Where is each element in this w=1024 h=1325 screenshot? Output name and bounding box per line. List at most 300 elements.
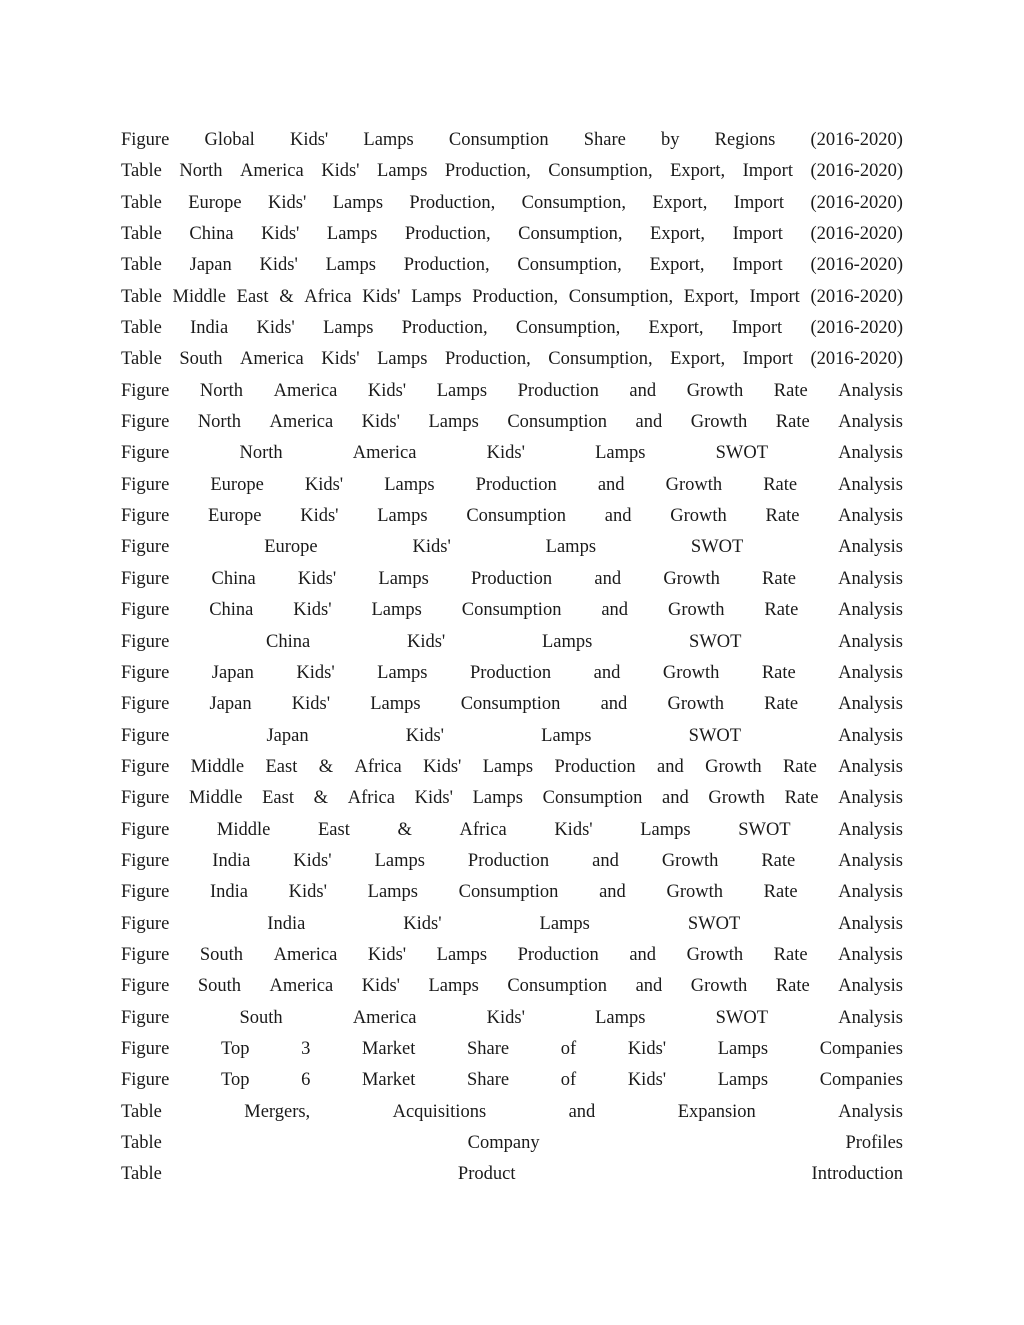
word: Import bbox=[732, 224, 783, 245]
word: Growth bbox=[670, 506, 727, 527]
word: Kids' bbox=[259, 255, 298, 276]
word: South bbox=[179, 349, 223, 370]
word: Rate bbox=[762, 568, 796, 589]
word: Europe bbox=[208, 506, 262, 527]
word: and bbox=[594, 568, 622, 589]
list-item bbox=[121, 564, 903, 595]
table-of-figures-list bbox=[121, 125, 903, 1191]
word: Export, bbox=[670, 161, 726, 182]
word: Consumption bbox=[448, 130, 549, 150]
word: SWOT bbox=[687, 913, 741, 934]
word: India bbox=[209, 882, 248, 903]
word: Kids' bbox=[304, 474, 344, 495]
word: China bbox=[209, 600, 254, 621]
word: North bbox=[197, 412, 241, 433]
word: Market bbox=[361, 1070, 416, 1091]
word: Growth bbox=[686, 380, 744, 401]
list-item bbox=[121, 532, 903, 563]
word: (2016-2020) bbox=[810, 349, 903, 370]
word: Rate bbox=[775, 976, 810, 997]
word: Rate bbox=[775, 412, 810, 433]
word: Figure bbox=[121, 725, 170, 746]
list-item bbox=[121, 689, 903, 720]
word: Consumption bbox=[507, 412, 608, 433]
list-item bbox=[121, 815, 903, 846]
word: Figure bbox=[121, 443, 170, 464]
word: Consumption bbox=[461, 600, 562, 621]
word: Kids' bbox=[293, 600, 332, 621]
word: Mergers, bbox=[244, 1101, 311, 1122]
word: Figure bbox=[121, 600, 170, 621]
word: India bbox=[212, 850, 251, 871]
word: Share bbox=[583, 130, 626, 150]
word: Rate bbox=[784, 788, 819, 809]
list-item bbox=[121, 1128, 903, 1159]
word: Lamps bbox=[370, 694, 421, 715]
list-item bbox=[121, 156, 903, 187]
word: Growth bbox=[690, 412, 748, 433]
word: Lamps bbox=[541, 725, 592, 746]
word: Lamps bbox=[326, 224, 378, 245]
word: Kids' bbox=[486, 1007, 525, 1028]
word: Expansion bbox=[677, 1101, 756, 1122]
word: Lamps bbox=[482, 756, 534, 777]
list-item bbox=[121, 721, 903, 752]
word: Production, bbox=[472, 286, 559, 307]
word: East bbox=[262, 788, 294, 809]
word: and bbox=[635, 976, 663, 997]
list-item bbox=[121, 125, 903, 156]
word: Japan bbox=[211, 662, 254, 683]
word: North bbox=[199, 380, 244, 401]
word: Kids' bbox=[321, 349, 360, 370]
word: Table bbox=[121, 255, 162, 276]
word: by bbox=[661, 130, 680, 150]
word: Kids' bbox=[297, 568, 337, 589]
word: Kids' bbox=[406, 631, 446, 652]
word: Kids' bbox=[361, 976, 400, 997]
word: India bbox=[267, 913, 306, 934]
word: & bbox=[318, 756, 334, 777]
list-item bbox=[121, 940, 903, 971]
word: Kids' bbox=[403, 913, 442, 934]
word: Growth bbox=[667, 694, 724, 715]
word: and bbox=[657, 756, 684, 777]
list-item bbox=[121, 909, 903, 940]
word: Lamps bbox=[545, 537, 597, 558]
list-item bbox=[121, 752, 903, 783]
word: India bbox=[190, 318, 229, 339]
word: Kids' bbox=[627, 1070, 667, 1091]
word: China bbox=[211, 568, 256, 589]
word: Consumption, bbox=[568, 286, 674, 307]
list-item bbox=[121, 1034, 903, 1065]
word: Analysis bbox=[838, 882, 903, 903]
word: Growth bbox=[661, 850, 719, 871]
word: Lamps bbox=[428, 976, 479, 997]
word: Figure bbox=[121, 850, 170, 871]
word: South bbox=[199, 944, 244, 965]
list-item bbox=[121, 313, 903, 344]
word: Lamps bbox=[717, 1070, 769, 1091]
word: Table bbox=[121, 318, 162, 339]
word: Figure bbox=[121, 1007, 170, 1028]
list-item bbox=[121, 1097, 903, 1128]
word: Figure bbox=[121, 1038, 170, 1059]
word: Lamps bbox=[374, 850, 425, 871]
list-item bbox=[121, 1003, 903, 1034]
word: Lamps bbox=[436, 944, 488, 965]
word: Analysis bbox=[838, 568, 903, 589]
word: Growth bbox=[663, 568, 720, 589]
word: Export, bbox=[683, 286, 739, 307]
word: Global bbox=[204, 130, 255, 150]
word: Import bbox=[732, 255, 783, 276]
word: Company bbox=[467, 1133, 540, 1153]
word: Analysis bbox=[838, 600, 903, 621]
word: Consumption, bbox=[548, 349, 653, 370]
word: America bbox=[273, 944, 338, 965]
word: Figure bbox=[121, 819, 170, 840]
list-item bbox=[121, 438, 903, 469]
word: America bbox=[352, 1007, 417, 1028]
word: (2016-2020) bbox=[810, 318, 903, 339]
word: of bbox=[560, 1070, 577, 1091]
word: Lamps bbox=[377, 662, 428, 683]
word: (2016-2020) bbox=[810, 161, 903, 182]
word: (2016-2020) bbox=[810, 286, 903, 307]
word: Figure bbox=[121, 1070, 170, 1091]
word: Middle bbox=[190, 756, 245, 777]
word: (2016-2020) bbox=[810, 130, 903, 150]
word: SWOT bbox=[690, 537, 744, 558]
word: Kids' bbox=[362, 286, 401, 307]
word: Kids' bbox=[486, 443, 525, 464]
word: Consumption bbox=[542, 788, 643, 809]
word: and bbox=[593, 662, 621, 683]
word: Table bbox=[121, 1164, 162, 1185]
word: & bbox=[279, 286, 294, 307]
word: Rate bbox=[763, 474, 798, 495]
word: & bbox=[397, 819, 412, 840]
word: Growth bbox=[665, 474, 723, 495]
word: Kids' bbox=[367, 944, 407, 965]
list-item bbox=[121, 470, 903, 501]
word: Rate bbox=[763, 882, 798, 903]
word: Kids' bbox=[296, 662, 335, 683]
word: Analysis bbox=[838, 537, 903, 558]
word: America bbox=[269, 412, 334, 433]
word: Analysis bbox=[838, 412, 903, 433]
word: (2016-2020) bbox=[810, 192, 903, 213]
word: Consumption, bbox=[521, 192, 626, 213]
word: Rate bbox=[782, 756, 817, 777]
word: Regions bbox=[714, 130, 776, 150]
word: Figure bbox=[121, 788, 170, 809]
word: Introduction bbox=[811, 1164, 903, 1185]
word: America bbox=[273, 380, 338, 401]
word: Figure bbox=[121, 537, 170, 558]
list-item bbox=[121, 407, 903, 438]
word: Rate bbox=[773, 944, 808, 965]
list-item bbox=[121, 188, 903, 219]
word: Import bbox=[742, 349, 793, 370]
word: Lamps bbox=[367, 882, 418, 903]
word: Kids' bbox=[300, 506, 339, 527]
word: and bbox=[599, 882, 626, 903]
word: Growth bbox=[667, 600, 725, 621]
word: Figure bbox=[121, 506, 170, 527]
list-item bbox=[121, 1159, 903, 1190]
word: Figure bbox=[121, 412, 170, 433]
word: Consumption bbox=[460, 694, 561, 715]
word: Kids' bbox=[361, 412, 400, 433]
word: Lamps bbox=[378, 568, 429, 589]
word: Kids' bbox=[268, 192, 307, 213]
word: North bbox=[239, 443, 283, 464]
word: Lamps bbox=[377, 506, 428, 527]
word: Production bbox=[517, 944, 599, 965]
word: Kids' bbox=[627, 1038, 667, 1059]
word: Market bbox=[361, 1038, 416, 1059]
word: Production, bbox=[403, 255, 490, 276]
word: Figure bbox=[121, 474, 170, 495]
list-item bbox=[121, 250, 903, 281]
word: South bbox=[197, 976, 241, 997]
word: Analysis bbox=[838, 725, 903, 746]
word: Share bbox=[467, 1070, 510, 1091]
word: Figure bbox=[121, 913, 170, 934]
word: of bbox=[560, 1038, 577, 1059]
list-item bbox=[121, 627, 903, 658]
word: Analysis bbox=[838, 850, 903, 871]
list-item bbox=[121, 219, 903, 250]
word: Lamps bbox=[541, 631, 593, 652]
word: SWOT bbox=[689, 631, 742, 652]
word: Middle bbox=[188, 788, 243, 809]
word: Kids' bbox=[289, 130, 329, 150]
word: Figure bbox=[121, 662, 170, 683]
word: and bbox=[629, 944, 657, 965]
word: Kids' bbox=[367, 380, 407, 401]
word: Top bbox=[220, 1070, 250, 1091]
word: Lamps bbox=[377, 161, 428, 182]
word: Kids' bbox=[423, 756, 462, 777]
word: America bbox=[240, 161, 304, 182]
word: Europe bbox=[188, 192, 242, 213]
word: SWOT bbox=[715, 443, 769, 464]
word: America bbox=[269, 976, 334, 997]
word: Analysis bbox=[838, 474, 903, 495]
word: China bbox=[189, 224, 234, 245]
word: Export, bbox=[650, 224, 706, 245]
list-item bbox=[121, 376, 903, 407]
word: Production, bbox=[444, 349, 531, 370]
word: Analysis bbox=[838, 506, 903, 527]
word: Japan bbox=[209, 694, 252, 715]
word: Figure bbox=[121, 944, 170, 965]
word: Production bbox=[469, 662, 552, 683]
word: Japan bbox=[266, 725, 309, 746]
word: Figure bbox=[121, 568, 170, 589]
word: Middle bbox=[216, 819, 271, 840]
word: and bbox=[568, 1101, 596, 1122]
word: Import bbox=[749, 286, 800, 307]
word: Production, bbox=[401, 318, 488, 339]
list-item bbox=[121, 344, 903, 375]
word: Figure bbox=[121, 694, 170, 715]
word: Consumption bbox=[507, 976, 608, 997]
word: Export, bbox=[670, 349, 726, 370]
word: Growth bbox=[708, 788, 765, 809]
word: Analysis bbox=[838, 1101, 903, 1122]
word: Export, bbox=[648, 318, 704, 339]
word: Analysis bbox=[838, 944, 903, 965]
word: Consumption, bbox=[548, 161, 653, 182]
word: and bbox=[597, 474, 625, 495]
word: Figure bbox=[121, 380, 170, 401]
word: Lamps bbox=[436, 380, 488, 401]
word: Kids' bbox=[293, 850, 332, 871]
word: Companies bbox=[819, 1070, 903, 1091]
word: Africa bbox=[354, 756, 402, 777]
word: Kids' bbox=[256, 318, 295, 339]
word: Export, bbox=[652, 192, 708, 213]
word: East bbox=[236, 286, 269, 307]
word: Kids' bbox=[321, 161, 360, 182]
word: Production bbox=[517, 380, 599, 401]
word: East bbox=[265, 756, 298, 777]
word: Lamps bbox=[595, 1007, 646, 1028]
word: SWOT bbox=[715, 1007, 769, 1028]
list-item bbox=[121, 501, 903, 532]
word: Production bbox=[554, 756, 636, 777]
word: Lamps bbox=[371, 600, 422, 621]
word: Product bbox=[457, 1164, 516, 1185]
word: East bbox=[317, 819, 350, 840]
word: Lamps bbox=[377, 349, 428, 370]
word: Analysis bbox=[838, 756, 903, 777]
word: North bbox=[179, 161, 223, 182]
word: Kids' bbox=[405, 725, 445, 746]
word: Lamps bbox=[325, 255, 376, 276]
word: & bbox=[313, 788, 329, 809]
word: Table bbox=[121, 286, 162, 307]
word: and bbox=[592, 850, 619, 871]
word: Consumption bbox=[466, 506, 567, 527]
word: (2016-2020) bbox=[810, 224, 903, 245]
word: Africa bbox=[304, 286, 352, 307]
word: Rate bbox=[764, 694, 799, 715]
word: Acquisitions bbox=[392, 1101, 487, 1122]
list-item bbox=[121, 1065, 903, 1096]
word: Analysis bbox=[838, 443, 903, 464]
word: Analysis bbox=[838, 1007, 903, 1028]
word: Africa bbox=[347, 788, 395, 809]
word: and bbox=[635, 412, 663, 433]
word: Kids' bbox=[288, 882, 327, 903]
word: Analysis bbox=[838, 913, 903, 934]
word: Figure bbox=[121, 631, 170, 652]
word: Production, bbox=[409, 192, 496, 213]
word: Lamps bbox=[363, 130, 414, 150]
word: Growth bbox=[690, 976, 748, 997]
word: Europe bbox=[210, 474, 264, 495]
word: South bbox=[239, 1007, 283, 1028]
list-item bbox=[121, 783, 903, 814]
word: Analysis bbox=[838, 380, 903, 401]
word: Analysis bbox=[838, 631, 903, 652]
word: Profiles bbox=[845, 1133, 903, 1153]
word: Growth bbox=[666, 882, 723, 903]
word: Rate bbox=[764, 600, 799, 621]
word: Figure bbox=[121, 756, 170, 777]
word: Consumption, bbox=[515, 318, 621, 339]
word: Growth bbox=[662, 662, 720, 683]
word: Production, bbox=[444, 161, 531, 182]
word: Analysis bbox=[838, 819, 903, 840]
word: Table bbox=[121, 1101, 162, 1122]
word: Lamps bbox=[539, 913, 590, 934]
word: 3 bbox=[301, 1038, 311, 1059]
word: (2016-2020) bbox=[810, 255, 903, 276]
word: and bbox=[604, 506, 632, 527]
word: Analysis bbox=[838, 694, 903, 715]
word: 6 bbox=[301, 1070, 311, 1091]
word: Lamps bbox=[472, 788, 523, 809]
word: Analysis bbox=[838, 788, 903, 809]
word: Import bbox=[733, 192, 785, 213]
word: Europe bbox=[264, 537, 318, 558]
list-item bbox=[121, 282, 903, 313]
list-item bbox=[121, 595, 903, 626]
word: Kids' bbox=[414, 788, 453, 809]
word: Table bbox=[121, 1133, 162, 1153]
word: Lamps bbox=[640, 819, 691, 840]
word: Lamps bbox=[384, 474, 435, 495]
word: Production bbox=[475, 474, 557, 495]
word: Lamps bbox=[411, 286, 462, 307]
word: Kids' bbox=[261, 224, 300, 245]
word: Lamps bbox=[428, 412, 479, 433]
word: Consumption, bbox=[518, 224, 623, 245]
word: Japan bbox=[189, 255, 232, 276]
word: Share bbox=[467, 1038, 510, 1059]
word: Export, bbox=[649, 255, 705, 276]
list-item bbox=[121, 658, 903, 689]
word: Figure bbox=[121, 882, 170, 903]
word: Import bbox=[731, 318, 783, 339]
word: and bbox=[600, 694, 628, 715]
list-item bbox=[121, 877, 903, 908]
word: Growth bbox=[705, 756, 762, 777]
word: Table bbox=[121, 161, 162, 182]
word: and bbox=[601, 600, 629, 621]
word: Import bbox=[742, 161, 793, 182]
word: and bbox=[662, 788, 689, 809]
word: America bbox=[352, 443, 417, 464]
word: Analysis bbox=[838, 662, 903, 683]
word: Figure bbox=[121, 976, 170, 997]
word: Kids' bbox=[291, 694, 331, 715]
word: Production bbox=[467, 850, 550, 871]
word: and bbox=[629, 380, 657, 401]
word: Analysis bbox=[838, 976, 903, 997]
word: Lamps bbox=[595, 443, 646, 464]
word: SWOT bbox=[688, 725, 742, 746]
word: Figure bbox=[121, 130, 170, 150]
list-item bbox=[121, 971, 903, 1002]
